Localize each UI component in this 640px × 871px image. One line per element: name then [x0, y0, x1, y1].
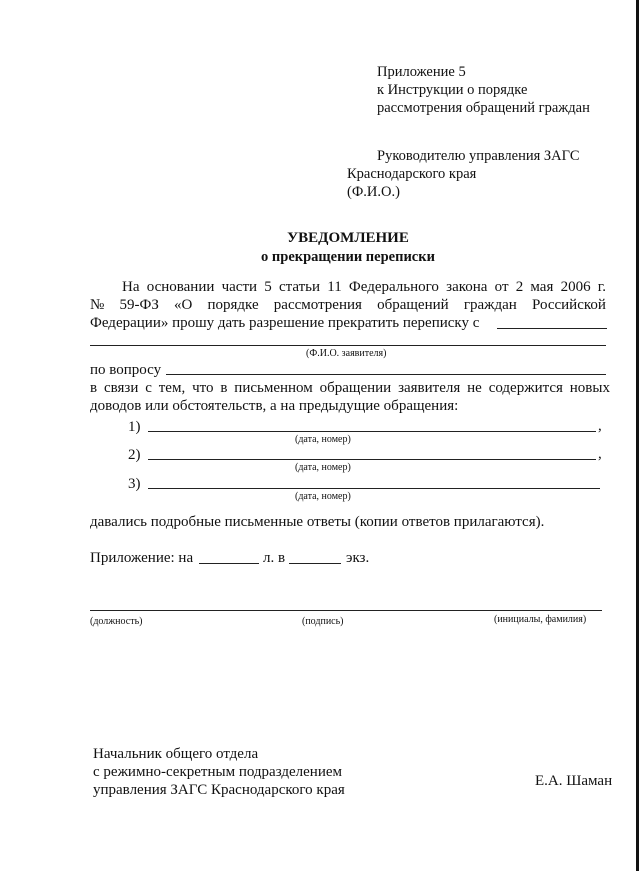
addressee-line-1: Руководителю управления ЗАГС: [377, 148, 580, 164]
question-label: по вопросу: [90, 362, 162, 378]
attachment-pages-line: [199, 563, 259, 564]
attachment-copies-line: [289, 563, 341, 564]
word: закона: [446, 279, 488, 295]
document-subtitle: о прекращении переписки: [261, 249, 435, 265]
attachment-prefix: Приложение: на: [90, 550, 194, 566]
word: письменном: [234, 380, 313, 396]
word: заявителя: [398, 380, 461, 396]
signer-name: Е.А. Шаман: [535, 773, 613, 789]
word: в: [90, 380, 98, 396]
fio-caption: (Ф.И.О. заявителя): [306, 348, 387, 359]
word: обращений: [377, 297, 449, 313]
item-number-1: 1): [128, 419, 141, 435]
word: содержится: [488, 380, 563, 396]
body-reason-line1: [90, 379, 610, 397]
word: в: [220, 380, 228, 396]
word: 11: [327, 279, 342, 295]
word: что: [192, 380, 214, 396]
word: обращении: [319, 380, 392, 396]
body-para1-line3: Федерации» прошу дать разрешение прекратить переписку с: [90, 315, 480, 331]
word: Российской: [531, 297, 606, 313]
item-caption-3: (дата, номер): [295, 491, 351, 502]
item-number-2: 2): [128, 447, 141, 463]
name-caption: (инициалы, фамилия): [494, 614, 587, 625]
annex-line-2: к Инструкции о порядке: [377, 82, 528, 98]
page-edge: [636, 0, 639, 871]
word: части: [221, 279, 258, 295]
body-para1-line2: [90, 296, 606, 314]
word: с: [145, 380, 152, 396]
attachment-mid: л. в: [263, 550, 286, 566]
word: от: [494, 279, 509, 295]
annex-line-1: Приложение 5: [377, 64, 466, 80]
footer-line-2: с режимно-секретным подразделением: [93, 764, 342, 780]
word: тем,: [158, 380, 186, 396]
word: Федерального: [348, 279, 439, 295]
signature-line: [90, 610, 602, 611]
word: 59-ФЗ: [119, 297, 159, 313]
word: порядке: [207, 297, 259, 313]
word: основании: [146, 279, 215, 295]
document-title: УВЕДОМЛЕНИЕ: [287, 230, 409, 246]
addressee-line-2: Краснодарского края: [347, 166, 477, 182]
word: новых: [569, 380, 610, 396]
word: №: [90, 297, 105, 313]
word: г.: [597, 279, 606, 295]
footer-line-1: Начальник общего отдела: [93, 746, 259, 762]
word: 2006: [560, 279, 591, 295]
body-reason-line2: доводов или обстоятельств, а на предыдущие обращения:: [90, 398, 459, 414]
item-number-3: 3): [128, 476, 141, 492]
applicant-fio-line: [90, 345, 606, 346]
item-suffix-2: ,: [598, 446, 602, 462]
applicant-blank-line: [497, 328, 607, 329]
item-suffix-1: ,: [598, 418, 602, 434]
word: связи: [103, 380, 139, 396]
position-caption: (должность): [90, 616, 143, 627]
annex-line-3: рассмотрения обращений граждан: [377, 100, 590, 116]
item-line-2: [148, 459, 596, 460]
item-line-3: [148, 488, 600, 489]
item-caption-1: (дата, номер): [295, 434, 351, 445]
question-blank-line: [166, 374, 606, 375]
word: 2: [515, 279, 524, 295]
word: «О: [174, 297, 193, 313]
attachment-suffix: экз.: [346, 550, 370, 566]
word: статьи: [278, 279, 321, 295]
word: не: [467, 380, 482, 396]
word: граждан: [463, 297, 517, 313]
addressee-fio: (Ф.И.О.): [347, 184, 400, 200]
footer-line-3: управления ЗАГС Краснодарского края: [93, 782, 345, 798]
word: рассмотрения: [273, 297, 362, 313]
answers-text: давались подробные письменные ответы (копии ответов прилагаются).: [90, 514, 545, 530]
word: На: [122, 279, 140, 295]
word: 5: [264, 279, 272, 295]
word: мая: [530, 279, 554, 295]
sign-caption: (подпись): [302, 616, 344, 627]
item-line-1: [148, 431, 596, 432]
item-caption-2: (дата, номер): [295, 462, 351, 473]
body-para1-line1: [122, 278, 606, 296]
